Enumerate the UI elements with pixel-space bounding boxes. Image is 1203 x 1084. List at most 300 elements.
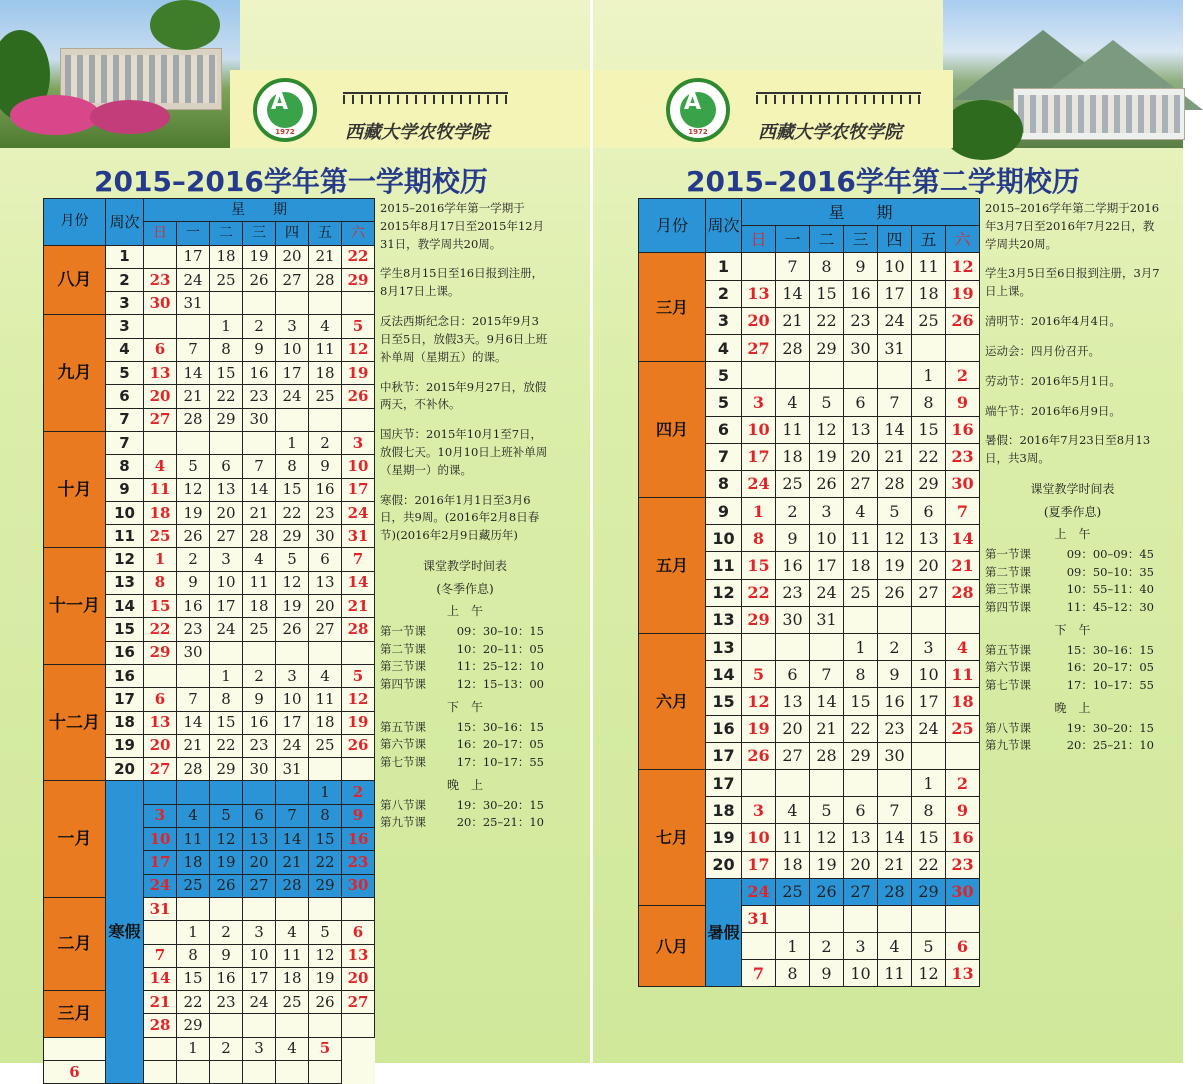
school-name: 西藏大学农牧学院 xyxy=(758,122,902,143)
day-cell: 28 xyxy=(878,470,912,497)
day-cell: 2 xyxy=(776,498,810,525)
day-cell: 27 xyxy=(276,268,309,291)
day-cell: 20 xyxy=(276,245,309,268)
period-row xyxy=(380,754,550,772)
day-cell: 2 xyxy=(177,548,210,571)
note-item: 寒假：2016年1月1日至3月6日，共9周。(2016年2月8日春节)(2016年2月9日藏历年) xyxy=(380,492,540,543)
weekday-cell: 六 xyxy=(946,226,980,253)
day-cell: 30 xyxy=(946,878,980,905)
day-cell: 6 xyxy=(243,804,276,827)
week-number: 17 xyxy=(106,688,144,711)
period-name: 第二节课 xyxy=(380,641,426,656)
week-number: 10 xyxy=(706,525,742,552)
day-cell: 31 xyxy=(810,606,844,633)
day-cell xyxy=(309,408,342,431)
page-title: 2015–2016学年第二学期校历 xyxy=(686,165,1080,198)
day-cell: 21 xyxy=(309,245,342,268)
day-cell: 12 xyxy=(177,478,210,501)
day-cell: 2 xyxy=(342,781,375,804)
school-logo: A 1972 xyxy=(253,78,317,142)
week-number: 7 xyxy=(706,443,742,470)
period-time: 11：25–12：10 xyxy=(456,659,544,674)
day-cell xyxy=(912,606,946,633)
day-cell xyxy=(946,742,980,769)
day-cell xyxy=(912,905,946,932)
day-cell xyxy=(210,897,243,920)
day-cell: 1 xyxy=(177,921,210,944)
day-cell: 14 xyxy=(177,362,210,385)
day-cell: 19 xyxy=(276,595,309,618)
day-cell: 17 xyxy=(742,851,776,878)
day-cell: 9 xyxy=(844,253,878,280)
day-cell: 13 xyxy=(844,416,878,443)
period-name: 第四节课 xyxy=(380,677,426,692)
day-cell: 4 xyxy=(276,921,309,944)
period-name: 第六节课 xyxy=(985,660,1031,675)
month-label: 十二月 xyxy=(44,664,106,780)
week-number: 10 xyxy=(106,501,144,524)
day-cell: 23 xyxy=(243,385,276,408)
period-row xyxy=(380,658,550,676)
weekday-cell: 四 xyxy=(276,222,309,245)
day-cell xyxy=(144,245,177,268)
weekday-header: 星 期 xyxy=(742,199,980,226)
day-cell: 15 xyxy=(144,595,177,618)
day-cell: 18 xyxy=(912,280,946,307)
day-cell: 26 xyxy=(342,385,375,408)
day-cell: 31 xyxy=(144,897,177,920)
day-cell: 7 xyxy=(810,661,844,688)
note-item: 反法西斯纪念日：2015年9月3日至5日，放假3天。9月6日上班补单周（星期五）的课。 xyxy=(380,314,548,364)
day-cell: 9 xyxy=(243,338,276,361)
timetable-section-label: 下 午 xyxy=(446,700,483,715)
day-cell: 19 xyxy=(177,501,210,524)
day-cell: 25 xyxy=(912,307,946,334)
day-cell: 5 xyxy=(810,797,844,824)
day-cell: 15 xyxy=(844,688,878,715)
timetable-subtitle: (夏季作息) xyxy=(1043,504,1102,519)
semester1-panel xyxy=(0,0,590,1081)
day-cell: 14 xyxy=(243,478,276,501)
day-cell: 20 xyxy=(912,552,946,579)
month-label: 十月 xyxy=(44,431,106,547)
day-cell: 20 xyxy=(309,595,342,618)
week-number: 5 xyxy=(706,362,742,389)
week-number: 5 xyxy=(106,362,144,385)
day-cell: 18 xyxy=(946,688,980,715)
note-item: 暑假：2016年7月23日至8月13日，共3周。 xyxy=(985,433,1151,466)
page-title: 2015–2016学年第一学期校历 xyxy=(94,165,488,198)
period-row xyxy=(380,814,550,832)
day-cell: 5 xyxy=(742,661,776,688)
day-cell: 16 xyxy=(342,828,375,851)
timetable-subtitle: (冬季作息) xyxy=(436,581,494,596)
day-cell xyxy=(742,253,776,280)
day-cell xyxy=(742,634,776,661)
day-cell xyxy=(243,897,276,920)
tibetan-school-name xyxy=(756,92,921,106)
day-cell: 13 xyxy=(342,944,375,967)
period-time: 17：10–17：55 xyxy=(456,755,544,770)
period-name: 第九节课 xyxy=(985,738,1031,753)
week-number: 17 xyxy=(706,742,742,769)
day-cell: 18 xyxy=(177,851,210,874)
day-cell: 3 xyxy=(742,389,776,416)
day-cell: 22 xyxy=(912,443,946,470)
day-cell: 15 xyxy=(276,478,309,501)
day-cell: 16 xyxy=(878,688,912,715)
day-cell: 17 xyxy=(342,478,375,501)
week-number: 5 xyxy=(706,389,742,416)
day-cell: 29 xyxy=(210,408,243,431)
day-cell: 12 xyxy=(342,688,375,711)
day-cell: 16 xyxy=(210,967,243,990)
day-cell: 6 xyxy=(776,661,810,688)
day-cell: 14 xyxy=(342,571,375,594)
day-cell: 24 xyxy=(742,470,776,497)
semester2-panel xyxy=(593,0,1183,1063)
day-cell xyxy=(946,606,980,633)
day-cell: 28 xyxy=(243,525,276,548)
day-cell: 15 xyxy=(210,362,243,385)
day-cell: 3 xyxy=(144,804,177,827)
day-cell: 17 xyxy=(144,851,177,874)
day-cell: 27 xyxy=(776,742,810,769)
day-cell: 22 xyxy=(144,618,177,641)
day-cell: 10 xyxy=(210,571,243,594)
day-cell: 4 xyxy=(243,548,276,571)
day-cell: 1 xyxy=(742,498,776,525)
note-item: 劳动节：2016年5月1日。 xyxy=(985,373,1121,388)
day-cell: 14 xyxy=(776,280,810,307)
day-cell: 17 xyxy=(276,711,309,734)
notes-column xyxy=(380,200,550,832)
day-cell: 22 xyxy=(844,715,878,742)
week-number: 14 xyxy=(706,661,742,688)
day-cell: 7 xyxy=(243,455,276,478)
day-cell: 18 xyxy=(309,711,342,734)
day-cell: 11 xyxy=(309,688,342,711)
day-cell: 4 xyxy=(309,315,342,338)
week-number: 1 xyxy=(106,245,144,268)
week-number: 17 xyxy=(706,769,742,796)
day-cell: 14 xyxy=(878,824,912,851)
day-cell: 24 xyxy=(177,268,210,291)
day-cell: 19 xyxy=(309,967,342,990)
day-cell: 26 xyxy=(276,618,309,641)
day-cell: 21 xyxy=(276,851,309,874)
day-cell xyxy=(342,1014,375,1037)
day-cell: 25 xyxy=(844,579,878,606)
day-cell: 25 xyxy=(177,874,210,897)
month-label: 九月 xyxy=(44,315,106,431)
day-cell xyxy=(210,1060,243,1083)
day-cell: 23 xyxy=(144,268,177,291)
day-cell: 27 xyxy=(844,878,878,905)
period-row xyxy=(985,659,1160,677)
weekday-cell: 二 xyxy=(810,226,844,253)
day-cell: 9 xyxy=(177,571,210,594)
day-cell: 30 xyxy=(946,470,980,497)
campus-photo xyxy=(943,0,1183,148)
day-cell xyxy=(210,292,243,315)
day-cell: 24 xyxy=(243,991,276,1014)
period-row xyxy=(985,564,1160,582)
day-cell xyxy=(342,641,375,664)
day-cell: 11 xyxy=(912,253,946,280)
day-cell: 13 xyxy=(144,711,177,734)
day-cell: 27 xyxy=(742,334,776,361)
weekday-cell: 二 xyxy=(210,222,243,245)
month-label: 四月 xyxy=(639,362,706,498)
day-cell: 25 xyxy=(243,618,276,641)
timetable-title: 课堂教学时间表 xyxy=(1030,481,1115,496)
day-cell: 28 xyxy=(177,408,210,431)
day-cell xyxy=(243,781,276,804)
month-header: 月份 xyxy=(639,199,706,253)
day-cell xyxy=(776,905,810,932)
day-cell: 29 xyxy=(912,878,946,905)
day-cell: 23 xyxy=(342,851,375,874)
day-cell xyxy=(243,292,276,315)
weekday-cell: 一 xyxy=(776,226,810,253)
weekday-cell: 三 xyxy=(844,226,878,253)
day-cell: 8 xyxy=(276,455,309,478)
day-cell: 7 xyxy=(177,688,210,711)
day-cell: 28 xyxy=(810,742,844,769)
day-cell: 21 xyxy=(177,385,210,408)
day-cell: 3 xyxy=(742,797,776,824)
day-cell: 13 xyxy=(243,828,276,851)
day-cell: 1 xyxy=(912,769,946,796)
day-cell xyxy=(144,1060,177,1083)
day-cell: 30 xyxy=(878,742,912,769)
period-row xyxy=(985,737,1160,755)
month-label: 二月 xyxy=(44,897,106,990)
week-number: 6 xyxy=(106,385,144,408)
day-cell xyxy=(276,1060,309,1083)
period-name: 第五节课 xyxy=(380,719,426,734)
day-cell: 14 xyxy=(144,967,177,990)
day-cell: 15 xyxy=(810,280,844,307)
day-cell xyxy=(810,362,844,389)
day-cell: 1 xyxy=(844,634,878,661)
note-item: 清明节：2016年4月4日。 xyxy=(985,314,1121,329)
week-number: 20 xyxy=(706,851,742,878)
day-cell: 8 xyxy=(309,804,342,827)
day-cell: 16 xyxy=(243,362,276,385)
day-cell xyxy=(177,897,210,920)
day-cell: 5 xyxy=(309,921,342,944)
day-cell: 1 xyxy=(912,362,946,389)
day-cell: 19 xyxy=(946,280,980,307)
day-cell xyxy=(810,905,844,932)
day-cell xyxy=(276,897,309,920)
day-cell xyxy=(144,921,177,944)
day-cell: 8 xyxy=(844,661,878,688)
day-cell: 13 xyxy=(844,824,878,851)
week-number: 6 xyxy=(706,416,742,443)
day-cell: 2 xyxy=(243,315,276,338)
day-cell: 5 xyxy=(912,933,946,960)
day-cell: 4 xyxy=(878,933,912,960)
day-cell: 19 xyxy=(210,851,243,874)
day-cell: 30 xyxy=(243,408,276,431)
day-cell: 30 xyxy=(243,758,276,781)
period-time: 19：30–20：15 xyxy=(1066,720,1154,735)
period-row xyxy=(380,736,550,754)
day-cell: 26 xyxy=(243,268,276,291)
day-cell: 20 xyxy=(776,715,810,742)
day-cell: 4 xyxy=(776,797,810,824)
weekday-cell: 日 xyxy=(742,226,776,253)
day-cell xyxy=(144,315,177,338)
note-item: 2015–2016学年第二学期于2016年3月7日至2016年7月22日，教学周共20周。 xyxy=(985,201,1160,251)
day-cell: 26 xyxy=(946,307,980,334)
day-cell: 2 xyxy=(210,1037,243,1060)
day-cell: 5 xyxy=(342,664,375,687)
day-cell: 7 xyxy=(878,797,912,824)
day-cell xyxy=(243,431,276,454)
day-cell: 24 xyxy=(342,501,375,524)
day-cell xyxy=(276,292,309,315)
day-cell: 6 xyxy=(844,797,878,824)
week-number: 18 xyxy=(706,797,742,824)
period-row xyxy=(985,677,1160,695)
day-cell: 5 xyxy=(309,1037,342,1060)
day-cell: 25 xyxy=(276,991,309,1014)
day-cell xyxy=(144,1037,177,1060)
day-cell: 9 xyxy=(776,525,810,552)
day-cell: 2 xyxy=(309,431,342,454)
day-cell xyxy=(144,431,177,454)
period-time: 15：30–16：15 xyxy=(456,719,544,734)
day-cell: 24 xyxy=(878,307,912,334)
period-row xyxy=(380,797,550,815)
day-cell xyxy=(342,758,375,781)
day-cell xyxy=(776,769,810,796)
period-time: 12：15–13：00 xyxy=(456,677,544,692)
day-cell: 4 xyxy=(144,455,177,478)
day-cell: 13 xyxy=(946,960,980,987)
day-cell: 27 xyxy=(243,874,276,897)
period-name: 第九节课 xyxy=(380,815,426,830)
week-number: 7 xyxy=(106,431,144,454)
week-number: 12 xyxy=(706,579,742,606)
day-cell xyxy=(742,769,776,796)
day-cell: 4 xyxy=(946,634,980,661)
day-cell: 16 xyxy=(243,711,276,734)
weekday-cell: 一 xyxy=(177,222,210,245)
month-label: 十一月 xyxy=(44,548,106,664)
vacation-label: 寒假 xyxy=(106,781,144,1084)
day-cell xyxy=(878,362,912,389)
day-cell: 30 xyxy=(309,525,342,548)
day-cell: 16 xyxy=(309,478,342,501)
period-time: 19：30–20：15 xyxy=(456,797,544,812)
day-cell xyxy=(243,1014,276,1037)
day-cell: 11 xyxy=(776,824,810,851)
day-cell: 8 xyxy=(742,525,776,552)
day-cell: 20 xyxy=(742,307,776,334)
month-label: 三月 xyxy=(639,253,706,362)
day-cell: 5 xyxy=(810,389,844,416)
timetable-section-label: 上 午 xyxy=(446,604,483,619)
period-time: 20：25–21：10 xyxy=(1066,738,1154,753)
day-cell: 31 xyxy=(177,292,210,315)
day-cell: 13 xyxy=(776,688,810,715)
day-cell: 11 xyxy=(878,960,912,987)
day-cell: 10 xyxy=(878,253,912,280)
day-cell: 9 xyxy=(946,389,980,416)
week-header: 周次 xyxy=(106,199,144,246)
day-cell xyxy=(210,1014,243,1037)
day-cell: 6 xyxy=(210,455,243,478)
day-cell: 29 xyxy=(342,268,375,291)
day-cell: 23 xyxy=(243,734,276,757)
week-header: 周次 xyxy=(706,199,742,253)
week-number: 8 xyxy=(706,470,742,497)
day-cell: 10 xyxy=(810,525,844,552)
day-cell: 28 xyxy=(144,1014,177,1037)
day-cell: 8 xyxy=(776,960,810,987)
day-cell xyxy=(342,292,375,315)
day-cell: 22 xyxy=(912,851,946,878)
week-number: 16 xyxy=(106,664,144,687)
day-cell: 2 xyxy=(810,933,844,960)
day-cell xyxy=(309,1014,342,1037)
day-cell: 15 xyxy=(742,552,776,579)
day-cell xyxy=(210,781,243,804)
day-cell: 23 xyxy=(776,579,810,606)
day-cell: 17 xyxy=(243,967,276,990)
day-cell: 27 xyxy=(210,525,243,548)
day-cell: 11 xyxy=(844,525,878,552)
day-cell: 10 xyxy=(742,824,776,851)
day-cell: 14 xyxy=(810,688,844,715)
day-cell: 24 xyxy=(144,874,177,897)
day-cell: 20 xyxy=(144,385,177,408)
day-cell: 26 xyxy=(878,579,912,606)
day-cell: 17 xyxy=(210,595,243,618)
week-number: 2 xyxy=(706,280,742,307)
day-cell: 13 xyxy=(742,280,776,307)
month-label: 一月 xyxy=(44,781,106,897)
day-cell: 5 xyxy=(210,804,243,827)
day-cell: 23 xyxy=(844,307,878,334)
week-number: 8 xyxy=(106,455,144,478)
day-cell: 9 xyxy=(210,944,243,967)
day-cell: 3 xyxy=(243,921,276,944)
period-name: 第六节课 xyxy=(380,737,426,752)
school-logo: A 1972 xyxy=(666,78,730,142)
day-cell: 1 xyxy=(210,664,243,687)
day-cell: 29 xyxy=(742,606,776,633)
period-name: 第一节课 xyxy=(985,546,1031,561)
day-cell: 21 xyxy=(878,443,912,470)
month-label: 八月 xyxy=(639,905,706,987)
day-cell: 1 xyxy=(144,548,177,571)
day-cell xyxy=(177,315,210,338)
day-cell xyxy=(144,781,177,804)
day-cell: 6 xyxy=(144,688,177,711)
day-cell: 3 xyxy=(210,548,243,571)
day-cell: 10 xyxy=(742,416,776,443)
day-cell: 10 xyxy=(144,828,177,851)
week-number: 9 xyxy=(706,498,742,525)
period-name: 第三节课 xyxy=(985,582,1031,597)
day-cell: 18 xyxy=(210,245,243,268)
